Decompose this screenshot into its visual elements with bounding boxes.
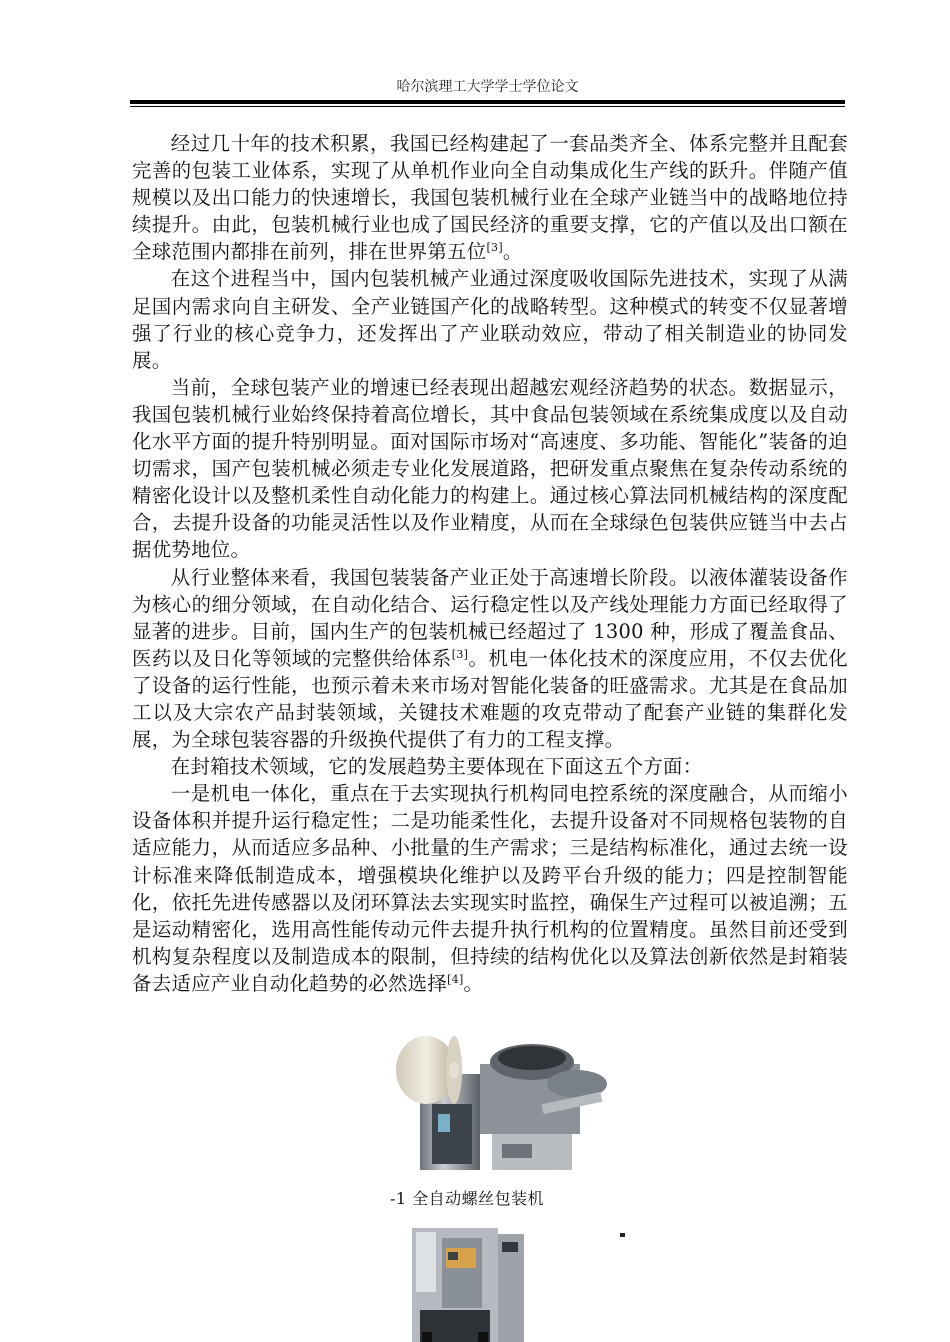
paragraph-2	[132, 265, 848, 373]
header-rule-thin	[130, 106, 845, 107]
paragraph-4	[132, 564, 848, 754]
paragraph-text: 在封箱技术领域，它的发展趋势主要体现在下面这五个方面：	[170, 755, 703, 779]
header-rule-thick	[130, 100, 845, 104]
paragraph-text: 经过几十年的技术积累，我国已经构建起了一套品类齐全、体系完整并且配套完善的包装工业体系，实现了从单机作业向全自动集成化生产线的跃升。伴随产值规模以及出口能力的快速增长，我国包装机械行业在全球产业链当中的战略地位持续提升。由此，包装机械行业也成了国民经济的重要支撑，它的产值以及出口额在全球范围内都排在前列，排在世界第五位	[132, 132, 848, 264]
machine-photo-1	[392, 1034, 630, 1170]
machine-photo-2	[402, 1228, 542, 1342]
paragraph-text: 从行业整体来看，我国包装装备产业正处于高速增长阶段。以液体灌装设备作为核心的细分领域，在自动化结合、运行稳定性以及产线处理能力方面已经取得了显著的进步。目前，国内生产的包装机械已经超过了 1300 种，形成了覆盖食品、医药以及日化等领域的完整供给体系	[132, 565, 848, 670]
paragraph-text: 当前，全球包装产业的增速已经表现出超越宏观经济趋势的状态。数据显示，我国包装机械行业始终保持着高位增长，其中食品包装领域在系统集成度以及自动化水平方面的提升特别明显。面对国际市场对“高速度、多功能、智能化”装备的迫切需求，国产包装机械必须走专业化发展道路，把研发重点聚焦在复杂传动系统的精密化设计以及整机柔性自动化能力的构建上。通过核心算法同机械结构的深度配合，去提升设备的功能灵活性以及作业精度，从而在全球绿色包装供应链当中去占据优势地位。	[132, 375, 848, 562]
paragraph-tail: 。	[502, 240, 523, 264]
figure-vertical-packaging-machine	[402, 1228, 542, 1342]
paragraph-1	[132, 130, 848, 265]
paragraph-tail: 。机电一体化技术的深度应用，不仅去优化了设备的运行性能，也预示着未来市场对智能化装备的旺盛需求。尤其是在食品加工以及大宗农产品封装领域，关键技术难题的攻克带动了配套产业链的集群化发展，为全球包装容器的升级换代提供了有力的工程支撑。	[132, 646, 848, 752]
body-text	[132, 130, 848, 997]
figure-screw-packaging-machine	[392, 1034, 630, 1170]
paragraph-text: 在这个进程当中，国内包装机械产业通过深度吸收国际先进技术，实现了从满足国内需求向自主研发、全产业链国产化的战略转型。这种模式的转变不仅显著增强了行业的核心竞争力，还发挥出了产业联动效应，带动了相关制造业的协同发展。	[132, 267, 848, 372]
citation: [3]	[486, 241, 503, 255]
paragraph-5	[132, 753, 848, 780]
paragraph-tail: 。	[463, 971, 484, 995]
citation: [3]	[451, 647, 469, 661]
figure-caption: -1 全自动螺丝包装机	[390, 1189, 545, 1208]
paragraph-6	[132, 780, 848, 997]
paragraph-3	[132, 374, 848, 564]
citation: [4]	[447, 972, 464, 986]
stray-mark	[620, 1233, 625, 1237]
thesis-header-title: 哈尔滨理工大学学士学位论文	[396, 79, 579, 95]
paragraph-text: 一是机电一体化，重点在于去实现执行机构同电控系统的深度融合，从而缩小设备体积并提升运行稳定性；二是功能柔性化，去提升设备对不同规格包装物的自适应能力，从而适应多品种、小批量的生产需求；三是结构标准化，通过去统一设计标准来降低制造成本，增强模块化维护以及跨平台升级的能力；四是控制智能化，依托先进传感器以及闭环算法去实现实时监控，确保生产过程可以被追溯；五是运动精密化，选用高性能传动元件去提升执行机构的位置精度。虽然目前还受到机构复杂程度以及制造成本的限制，但持续的结构优化以及算法创新依然是封箱装备去适应产业自动化趋势的必然选择	[132, 782, 848, 995]
